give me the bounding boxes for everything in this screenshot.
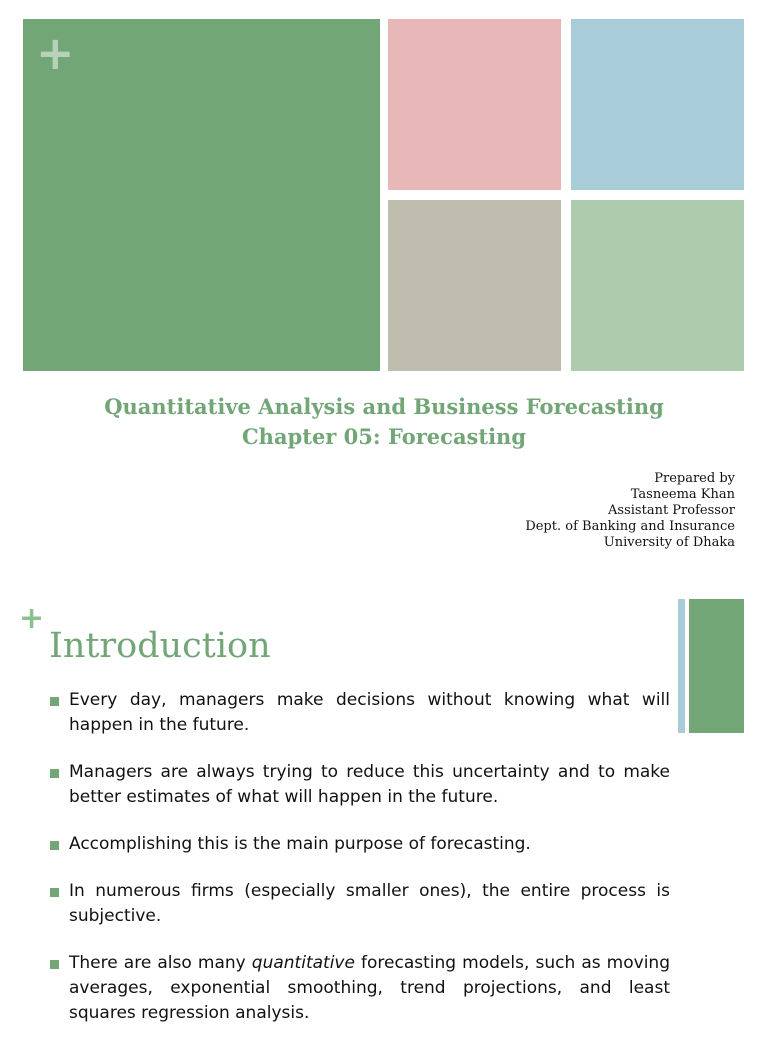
author-name: Tasneema Khan: [630, 487, 735, 502]
bullet-text-before: There are also many: [69, 953, 252, 973]
bullet-item: [50, 832, 670, 857]
author-info: [525, 471, 735, 551]
bullet-text: Accomplishing this is the main purpose of forecasting.: [69, 834, 531, 854]
title-line-chapter: Chapter 05: Forecasting: [241, 424, 527, 449]
prepared-by-label: Prepared by: [654, 471, 735, 486]
square-bullet-icon: [50, 769, 59, 778]
tile-light-green: [571, 200, 744, 371]
bullet-item: [50, 760, 670, 810]
bullet-list: [50, 688, 670, 1048]
bullet-text: Managers are always trying to reduce this uncertainty and to make better estimates of what will happen in the future.: [69, 762, 670, 807]
author-department: Dept. of Banking and Insurance: [525, 519, 735, 534]
plus-icon: +: [36, 26, 75, 80]
square-bullet-icon: [50, 841, 59, 850]
bullet-item: [50, 951, 670, 1026]
tile-green-large: [23, 19, 380, 371]
accent-bar-blue: [678, 599, 685, 733]
square-bullet-icon: [50, 960, 59, 969]
author-position: Assistant Professor: [608, 503, 735, 518]
tile-pink: [388, 19, 561, 190]
bullet-item: [50, 879, 670, 929]
slide-title: [0, 392, 768, 452]
tile-taupe: [388, 200, 561, 371]
square-bullet-icon: [50, 888, 59, 897]
title-line-course: Quantitative Analysis and Business Forecasting: [104, 394, 664, 419]
bullet-text-after: forecasting models, such as moving averages, exponential smoothing, trend projections, and least squares regression analysis.: [69, 953, 670, 1023]
bullet-item: [50, 688, 670, 738]
accent-block-green: [689, 599, 744, 733]
slide-heading: Introduction: [49, 626, 271, 666]
square-bullet-icon: [50, 697, 59, 706]
bullet-text-emphasis: quantitative: [251, 953, 355, 973]
tile-blue: [571, 19, 744, 190]
plus-icon: +: [19, 601, 45, 636]
bullet-text: Every day, managers make decisions without knowing what will happen in the future.: [69, 690, 670, 735]
bullet-text: In numerous firms (especially smaller ones), the entire process is subjective.: [69, 881, 670, 926]
author-university: University of Dhaka: [603, 535, 735, 550]
